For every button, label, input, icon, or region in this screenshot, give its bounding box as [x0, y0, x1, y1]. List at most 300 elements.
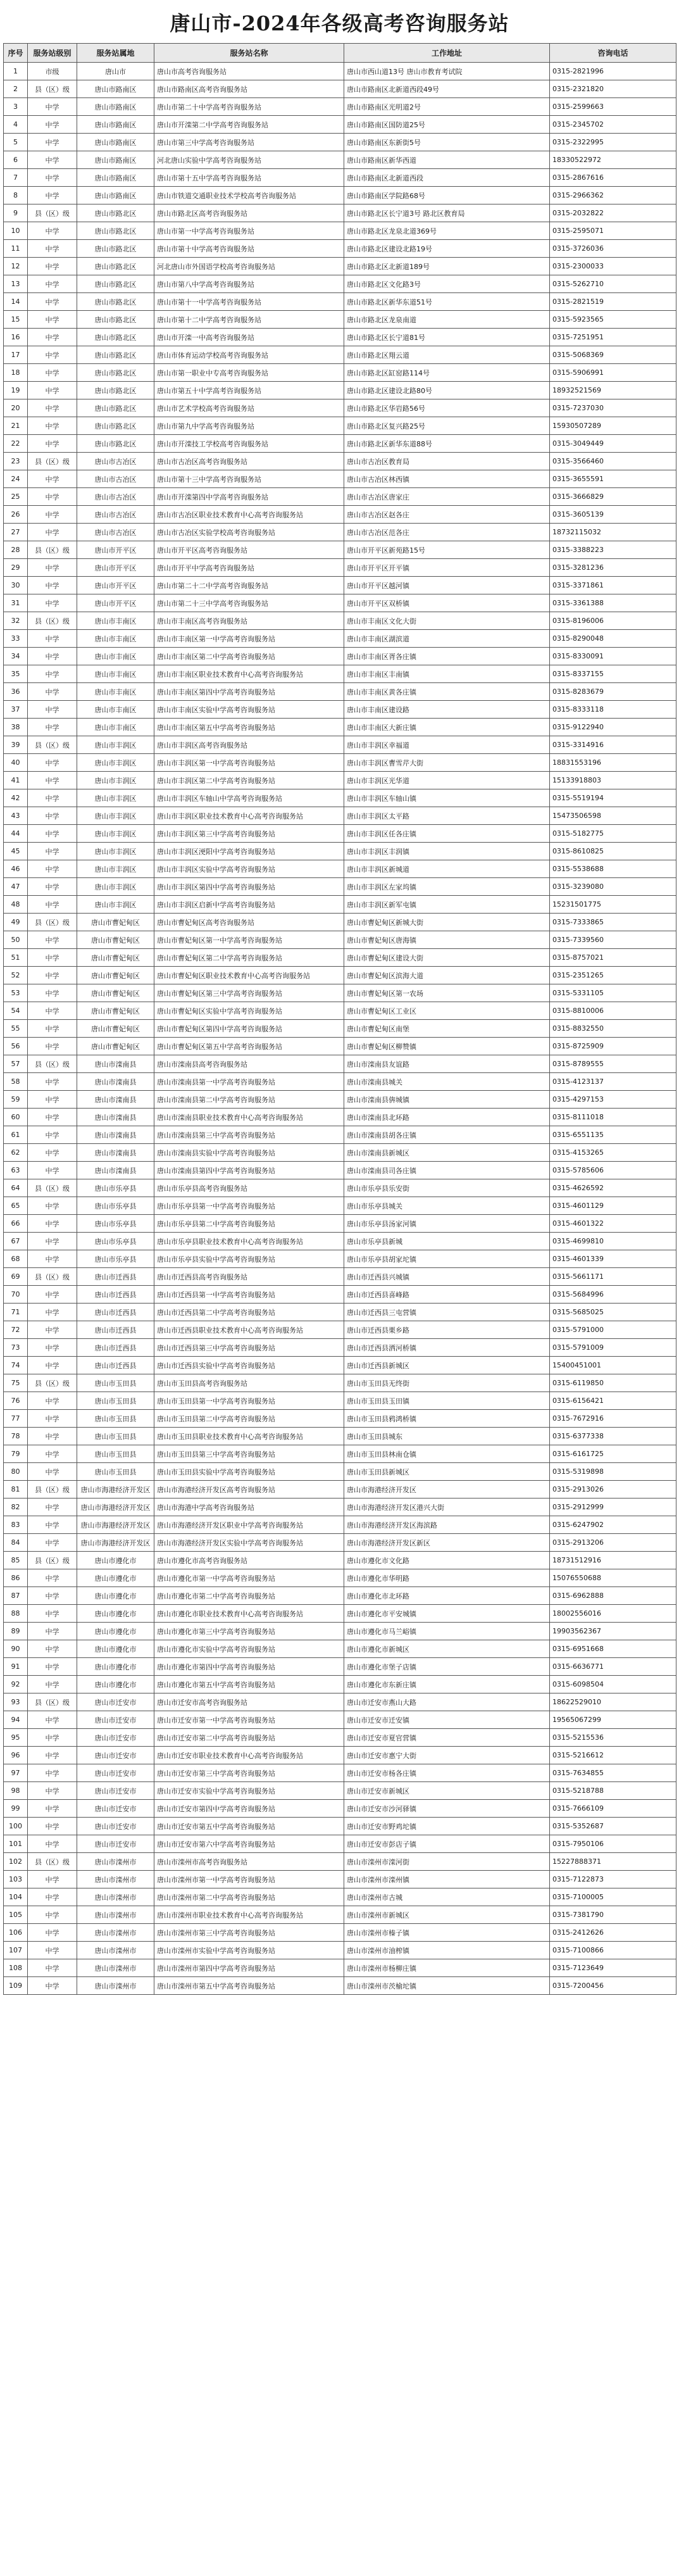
cell-phone: 0315-8330091: [550, 648, 676, 665]
cell-location: 唐山市路北区: [77, 417, 154, 435]
cell-level: 中学: [28, 187, 77, 204]
cell-address: 唐山市丰润区新城道: [344, 860, 550, 878]
table-row: [4, 1498, 676, 1516]
cell-location: 唐山市迁西县: [77, 1321, 154, 1339]
cell-station-name: 唐山市迁安市职业技术教育中心高考咨询服务站: [154, 1747, 344, 1764]
cell-level: 中学: [28, 807, 77, 825]
cell-address: 唐山市路北区北新道189号: [344, 258, 550, 275]
cell-address: 唐山市滦州市新城区: [344, 1906, 550, 1924]
cell-location: 唐山市滦州市: [77, 1871, 154, 1888]
table-row: [4, 772, 676, 789]
cell-station-name: 唐山市开滦第四中学高考咨询服务站: [154, 488, 344, 506]
cell-index: 76: [4, 1392, 28, 1410]
cell-level: 中学: [28, 169, 77, 187]
cell-phone: 0315-8283679: [550, 683, 676, 701]
cell-index: 83: [4, 1516, 28, 1534]
cell-index: 90: [4, 1640, 28, 1658]
cell-station-name: 唐山市滦州市第一中学高考咨询服务站: [154, 1871, 344, 1888]
cell-phone: 0315-3726036: [550, 240, 676, 258]
table-row: [4, 1587, 676, 1605]
cell-address: 唐山市丰润区光华道: [344, 772, 550, 789]
cell-station-name: 唐山市滦南县职业技术教育中心高考咨询服务站: [154, 1109, 344, 1126]
header-row: [4, 44, 676, 63]
cell-phone: 0315-5519194: [550, 789, 676, 807]
cell-address: 唐山市路北区长宁道81号: [344, 329, 550, 346]
cell-station-name: 唐山市滦南县高考咨询服务站: [154, 1055, 344, 1073]
cell-level: 中学: [28, 719, 77, 736]
cell-phone: 0315-4699810: [550, 1233, 676, 1250]
cell-phone: 15227888371: [550, 1853, 676, 1871]
cell-index: 68: [4, 1250, 28, 1268]
cell-station-name: 唐山市第一职业中专高考咨询服务站: [154, 364, 344, 382]
cell-location: 唐山市古冶区: [77, 524, 154, 541]
cell-index: 43: [4, 807, 28, 825]
cell-level: 中学: [28, 1339, 77, 1357]
cell-phone: 0315-5262710: [550, 275, 676, 293]
table-row: [4, 1339, 676, 1357]
cell-index: 15: [4, 311, 28, 329]
cell-level: 县（区）级: [28, 1268, 77, 1286]
cell-index: 44: [4, 825, 28, 843]
cell-phone: 0315-8333118: [550, 701, 676, 719]
cell-level: 中学: [28, 772, 77, 789]
table-row: [4, 1002, 676, 1020]
cell-phone: 0315-7339560: [550, 931, 676, 949]
cell-location: 唐山市乐亭县: [77, 1215, 154, 1233]
cell-level: 中学: [28, 1498, 77, 1516]
cell-phone: 0315-5923565: [550, 311, 676, 329]
cell-location: 唐山市滦南县: [77, 1055, 154, 1073]
cell-phone: 18731512916: [550, 1552, 676, 1569]
cell-location: 唐山市海港经济开发区: [77, 1481, 154, 1498]
table-row: [4, 1304, 676, 1321]
cell-level: 中学: [28, 984, 77, 1002]
cell-address: 唐山市曹妃甸区滨海大道: [344, 967, 550, 984]
cell-phone: 0315-2821519: [550, 293, 676, 311]
table-row: [4, 1144, 676, 1162]
table-row: [4, 754, 676, 772]
cell-phone: 0315-6377338: [550, 1428, 676, 1445]
cell-level: 县（区）级: [28, 1552, 77, 1569]
cell-location: 唐山市丰南区: [77, 612, 154, 630]
table-row: [4, 382, 676, 399]
cell-index: 60: [4, 1109, 28, 1126]
cell-location: 唐山市迁安市: [77, 1693, 154, 1711]
cell-address: 唐山市玉田县城东: [344, 1428, 550, 1445]
cell-level: 中学: [28, 1286, 77, 1304]
cell-station-name: 唐山市滦南县第一中学高考咨询服务站: [154, 1073, 344, 1091]
cell-level: 中学: [28, 594, 77, 612]
cell-phone: 0315-5216612: [550, 1747, 676, 1764]
cell-level: 中学: [28, 1321, 77, 1339]
table-row: [4, 1640, 676, 1658]
cell-station-name: 唐山市迁安市第三中学高考咨询服务站: [154, 1764, 344, 1782]
cell-level: 县（区）级: [28, 453, 77, 470]
cell-station-name: 唐山市玉田县第三中学高考咨询服务站: [154, 1445, 344, 1463]
cell-index: 18: [4, 364, 28, 382]
cell-phone: 0315-2595071: [550, 222, 676, 240]
cell-location: 唐山市丰润区: [77, 754, 154, 772]
cell-location: 唐山市古冶区: [77, 506, 154, 524]
cell-station-name: 唐山市玉田县职业技术教育中心高考咨询服务站: [154, 1428, 344, 1445]
table-row: [4, 1481, 676, 1498]
cell-index: 6: [4, 151, 28, 169]
cell-location: 唐山市遵化市: [77, 1676, 154, 1693]
cell-phone: 0315-6551135: [550, 1126, 676, 1144]
cell-address: 唐山市丰润区新军屯镇: [344, 896, 550, 914]
cell-level: 中学: [28, 825, 77, 843]
cell-location: 唐山市海港经济开发区: [77, 1534, 154, 1552]
cell-station-name: 唐山市滦州市高考咨询服务站: [154, 1853, 344, 1871]
cell-level: 县（区）级: [28, 1179, 77, 1197]
table-row: [4, 470, 676, 488]
cell-station-name: 唐山市遵化市职业技术教育中心高考咨询服务站: [154, 1605, 344, 1623]
cell-address: 唐山市路南区学院路68号: [344, 187, 550, 204]
cell-phone: 0315-2821996: [550, 63, 676, 80]
cell-location: 唐山市丰润区: [77, 896, 154, 914]
cell-level: 县（区）级: [28, 612, 77, 630]
cell-location: 唐山市丰润区: [77, 843, 154, 860]
cell-level: 中学: [28, 524, 77, 541]
cell-level: 中学: [28, 1410, 77, 1428]
cell-address: 唐山市乐亭县汤家河镇: [344, 1215, 550, 1233]
cell-phone: 0315-2345702: [550, 116, 676, 134]
cell-station-name: 唐山市丰南区第二中学高考咨询服务站: [154, 648, 344, 665]
table-row: [4, 612, 676, 630]
cell-location: 唐山市路南区: [77, 187, 154, 204]
cell-index: 96: [4, 1747, 28, 1764]
cell-station-name: 唐山市丰润区第一中学高考咨询服务站: [154, 754, 344, 772]
cell-station-name: 唐山市遵化市实验中学高考咨询服务站: [154, 1640, 344, 1658]
cell-phone: 0315-2300033: [550, 258, 676, 275]
cell-level: 中学: [28, 258, 77, 275]
cell-location: 唐山市玉田县: [77, 1445, 154, 1463]
cell-address: 唐山市遵化市文化路: [344, 1552, 550, 1569]
table-body: [4, 63, 676, 1995]
cell-phone: 0315-4601322: [550, 1215, 676, 1233]
cell-address: 唐山市路北区龙泉北道369号: [344, 222, 550, 240]
cell-location: 唐山市路北区: [77, 258, 154, 275]
cell-station-name: 唐山市滦州市第五中学高考咨询服务站: [154, 1977, 344, 1995]
cell-phone: 0315-2321820: [550, 80, 676, 98]
cell-address: 唐山市丰南区丰南镇: [344, 665, 550, 683]
cell-index: 74: [4, 1357, 28, 1374]
cell-level: 中学: [28, 1197, 77, 1215]
cell-index: 98: [4, 1782, 28, 1800]
cell-level: 中学: [28, 116, 77, 134]
cell-index: 71: [4, 1304, 28, 1321]
cell-address: 唐山市迁安市杨各庄镇: [344, 1764, 550, 1782]
cell-phone: 0315-6119850: [550, 1374, 676, 1392]
cell-location: 唐山市乐亭县: [77, 1179, 154, 1197]
cell-location: 唐山市遵化市: [77, 1640, 154, 1658]
cell-location: 唐山市路北区: [77, 382, 154, 399]
cell-level: 中学: [28, 1711, 77, 1729]
cell-station-name: 唐山市曹妃甸区第三中学高考咨询服务站: [154, 984, 344, 1002]
cell-location: 唐山市滦州市: [77, 1977, 154, 1995]
cell-address: 唐山市迁西县新城区: [344, 1357, 550, 1374]
cell-level: 中学: [28, 329, 77, 346]
table-row: [4, 258, 676, 275]
table-row: [4, 860, 676, 878]
cell-location: 唐山市迁西县: [77, 1304, 154, 1321]
cell-address: 唐山市迁西县三屯营镇: [344, 1304, 550, 1321]
cell-location: 唐山市开平区: [77, 577, 154, 594]
cell-phone: 0315-7381790: [550, 1906, 676, 1924]
cell-station-name: 唐山市迁西县第一中学高考咨询服务站: [154, 1286, 344, 1304]
cell-address: 唐山市滦南县胡各庄镇: [344, 1126, 550, 1144]
cell-phone: 0315-2912999: [550, 1498, 676, 1516]
cell-phone: 0315-8111018: [550, 1109, 676, 1126]
table-row: [4, 435, 676, 453]
cell-address: 唐山市曹妃甸区唐海镇: [344, 931, 550, 949]
cell-location: 唐山市迁安市: [77, 1782, 154, 1800]
cell-address: 唐山市滦州市滦州镇: [344, 1871, 550, 1888]
cell-level: 中学: [28, 860, 77, 878]
cell-phone: 0315-6247902: [550, 1516, 676, 1534]
cell-level: 中学: [28, 1534, 77, 1552]
cell-address: 唐山市路北区华岩路56号: [344, 399, 550, 417]
cell-station-name: 唐山市迁安市实验中学高考咨询服务站: [154, 1782, 344, 1800]
cell-address: 唐山市丰润区车轴山镇: [344, 789, 550, 807]
cell-index: 16: [4, 329, 28, 346]
cell-index: 62: [4, 1144, 28, 1162]
cell-location: 唐山市路北区: [77, 311, 154, 329]
cell-phone: 0315-2351265: [550, 967, 676, 984]
cell-location: 唐山市路南区: [77, 116, 154, 134]
cell-index: 59: [4, 1091, 28, 1109]
cell-index: 88: [4, 1605, 28, 1623]
cell-location: 唐山市遵化市: [77, 1623, 154, 1640]
cell-level: 中学: [28, 1782, 77, 1800]
cell-station-name: 唐山市滦南县第四中学高考咨询服务站: [154, 1162, 344, 1179]
cell-station-name: 唐山市曹妃甸区高考咨询服务站: [154, 914, 344, 931]
cell-location: 唐山市玉田县: [77, 1428, 154, 1445]
cell-location: 唐山市路北区: [77, 293, 154, 311]
cell-location: 唐山市滦南县: [77, 1126, 154, 1144]
cell-station-name: 唐山市丰南区第五中学高考咨询服务站: [154, 719, 344, 736]
cell-location: 唐山市滦州市: [77, 1924, 154, 1942]
cell-index: 85: [4, 1552, 28, 1569]
cell-station-name: 唐山市遵化市第二中学高考咨询服务站: [154, 1587, 344, 1605]
cell-phone: 0315-3388223: [550, 541, 676, 559]
cell-phone: 0315-7950106: [550, 1835, 676, 1853]
cell-level: 中学: [28, 683, 77, 701]
cell-station-name: 唐山市第十二中学高考咨询服务站: [154, 311, 344, 329]
table-row: [4, 1711, 676, 1729]
table-row: [4, 311, 676, 329]
cell-level: 中学: [28, 1250, 77, 1268]
cell-index: 13: [4, 275, 28, 293]
cell-station-name: 唐山市第九中学高考咨询服务站: [154, 417, 344, 435]
cell-phone: 0315-3049449: [550, 435, 676, 453]
cell-phone: 0315-3605139: [550, 506, 676, 524]
cell-level: 县（区）级: [28, 736, 77, 754]
table-row: [4, 1020, 676, 1038]
cell-index: 95: [4, 1729, 28, 1747]
cell-index: 73: [4, 1339, 28, 1357]
cell-index: 91: [4, 1658, 28, 1676]
cell-station-name: 唐山市路北区高考咨询服务站: [154, 204, 344, 222]
cell-address: 唐山市开平区新苑路15号: [344, 541, 550, 559]
table-row: [4, 1250, 676, 1268]
table-row: [4, 1109, 676, 1126]
cell-index: 109: [4, 1977, 28, 1995]
cell-index: 30: [4, 577, 28, 594]
cell-station-name: 唐山市古冶区高考咨询服务站: [154, 453, 344, 470]
cell-level: 中学: [28, 1445, 77, 1463]
cell-level: 县（区）级: [28, 204, 77, 222]
cell-level: 中学: [28, 665, 77, 683]
table-row: [4, 878, 676, 896]
cell-phone: 0315-6951668: [550, 1640, 676, 1658]
cell-level: 中学: [28, 1463, 77, 1481]
cell-level: 中学: [28, 417, 77, 435]
cell-level: 中学: [28, 134, 77, 151]
cell-station-name: 唐山市丰润区浭阳中学高考咨询服务站: [154, 843, 344, 860]
cell-level: 中学: [28, 1959, 77, 1977]
table-row: [4, 683, 676, 701]
cell-location: 唐山市遵化市: [77, 1552, 154, 1569]
table-row: [4, 169, 676, 187]
cell-index: 21: [4, 417, 28, 435]
cell-address: 唐山市开平区开平镇: [344, 559, 550, 577]
cell-level: 中学: [28, 1002, 77, 1020]
cell-phone: 0315-7251951: [550, 329, 676, 346]
cell-level: 中学: [28, 1835, 77, 1853]
cell-phone: 19565067299: [550, 1711, 676, 1729]
cell-index: 82: [4, 1498, 28, 1516]
cell-index: 39: [4, 736, 28, 754]
cell-level: 中学: [28, 1729, 77, 1747]
cell-address: 唐山市路北区复兴路25号: [344, 417, 550, 435]
cell-location: 唐山市滦南县: [77, 1091, 154, 1109]
cell-location: 唐山市迁西县: [77, 1268, 154, 1286]
cell-index: 87: [4, 1587, 28, 1605]
cell-level: 中学: [28, 1658, 77, 1676]
cell-address: 唐山市海港经济开发区新区: [344, 1534, 550, 1552]
cell-location: 唐山市迁安市: [77, 1711, 154, 1729]
cell-location: 唐山市开平区: [77, 594, 154, 612]
cell-station-name: 唐山市迁西县职业技术教育中心高考咨询服务站: [154, 1321, 344, 1339]
cell-level: 中学: [28, 630, 77, 648]
table-row: [4, 417, 676, 435]
cell-level: 中学: [28, 967, 77, 984]
cell-station-name: 唐山市艺术学校高考咨询服务站: [154, 399, 344, 417]
table-row: [4, 1729, 676, 1747]
cell-level: 县（区）级: [28, 80, 77, 98]
cell-location: 唐山市滦州市: [77, 1959, 154, 1977]
cell-station-name: 唐山市曹妃甸区第二中学高考咨询服务站: [154, 949, 344, 967]
cell-phone: 0315-3314916: [550, 736, 676, 754]
table-row: [4, 825, 676, 843]
cell-location: 唐山市曹妃甸区: [77, 1038, 154, 1055]
cell-level: 中学: [28, 1357, 77, 1374]
cell-level: 中学: [28, 559, 77, 577]
table-row: [4, 1888, 676, 1906]
cell-phone: 0315-8757021: [550, 949, 676, 967]
cell-station-name: 唐山市第一中学高考咨询服务站: [154, 222, 344, 240]
cell-phone: 0315-4297153: [550, 1091, 676, 1109]
cell-station-name: 唐山市丰润区第二中学高考咨询服务站: [154, 772, 344, 789]
cell-index: 93: [4, 1693, 28, 1711]
cell-index: 10: [4, 222, 28, 240]
cell-address: 唐山市丰润区任各庄镇: [344, 825, 550, 843]
cell-location: 唐山市古冶区: [77, 453, 154, 470]
table-row: [4, 1764, 676, 1782]
cell-address: 唐山市丰润区幸福道: [344, 736, 550, 754]
cell-level: 中学: [28, 1800, 77, 1818]
table-row: [4, 1233, 676, 1250]
cell-location: 唐山市迁安市: [77, 1747, 154, 1764]
cell-station-name: 唐山市第十五中学高考咨询服务站: [154, 169, 344, 187]
cell-level: 中学: [28, 1871, 77, 1888]
cell-location: 唐山市丰润区: [77, 772, 154, 789]
cell-phone: 15400451001: [550, 1357, 676, 1374]
cell-level: 县（区）级: [28, 1481, 77, 1498]
cell-level: 中学: [28, 1818, 77, 1835]
table-row: [4, 1197, 676, 1215]
table-row: [4, 453, 676, 470]
cell-location: 唐山市迁西县: [77, 1339, 154, 1357]
cell-address: 唐山市路北区长宁道3号 路北区教育局: [344, 204, 550, 222]
cell-address: 唐山市路北区建设北路19号: [344, 240, 550, 258]
table-row: [4, 1942, 676, 1959]
cell-address: 唐山市滦南县友谊路: [344, 1055, 550, 1073]
table-row: [4, 984, 676, 1002]
cell-address: 唐山市路北区龙泉南道: [344, 311, 550, 329]
cell-phone: 0315-5906991: [550, 364, 676, 382]
cell-location: 唐山市迁安市: [77, 1729, 154, 1747]
cell-index: 57: [4, 1055, 28, 1073]
cell-address: 唐山市迁安市夏官营镇: [344, 1729, 550, 1747]
cell-address: 唐山市古冶区范各庄: [344, 524, 550, 541]
cell-level: 中学: [28, 346, 77, 364]
cell-station-name: 唐山市遵化市高考咨询服务站: [154, 1552, 344, 1569]
cell-index: 47: [4, 878, 28, 896]
cell-phone: 0315-5791000: [550, 1321, 676, 1339]
cell-station-name: 唐山市开平区高考咨询服务站: [154, 541, 344, 559]
cell-station-name: 唐山市乐亭县职业技术教育中心高考咨询服务站: [154, 1233, 344, 1250]
cell-index: 65: [4, 1197, 28, 1215]
cell-index: 26: [4, 506, 28, 524]
cell-address: 唐山市玉田县鸦鸿桥镇: [344, 1410, 550, 1428]
cell-location: 唐山市乐亭县: [77, 1197, 154, 1215]
cell-index: 32: [4, 612, 28, 630]
cell-index: 92: [4, 1676, 28, 1693]
cell-station-name: 唐山市海港经济开发区实验中学高考咨询服务站: [154, 1534, 344, 1552]
cell-location: 唐山市乐亭县: [77, 1250, 154, 1268]
table-row: [4, 1428, 676, 1445]
cell-phone: 15473506598: [550, 807, 676, 825]
cell-index: 52: [4, 967, 28, 984]
table-row: [4, 98, 676, 116]
cell-level: 中学: [28, 1392, 77, 1410]
cell-index: 38: [4, 719, 28, 736]
cell-index: 89: [4, 1623, 28, 1640]
cell-station-name: 唐山市曹妃甸区职业技术教育中心高考咨询服务站: [154, 967, 344, 984]
cell-address: 唐山市乐亭县乐安街: [344, 1179, 550, 1197]
cell-index: 51: [4, 949, 28, 967]
cell-index: 41: [4, 772, 28, 789]
cell-station-name: 唐山市滦州市职业技术教育中心高考咨询服务站: [154, 1906, 344, 1924]
cell-level: 中学: [28, 1924, 77, 1942]
cell-address: 唐山市遵化市堡子店镇: [344, 1658, 550, 1676]
cell-phone: 0315-4601129: [550, 1197, 676, 1215]
cell-phone: 0315-7672916: [550, 1410, 676, 1428]
cell-phone: 0315-7666109: [550, 1800, 676, 1818]
cell-address: 唐山市遵化市北环路: [344, 1587, 550, 1605]
